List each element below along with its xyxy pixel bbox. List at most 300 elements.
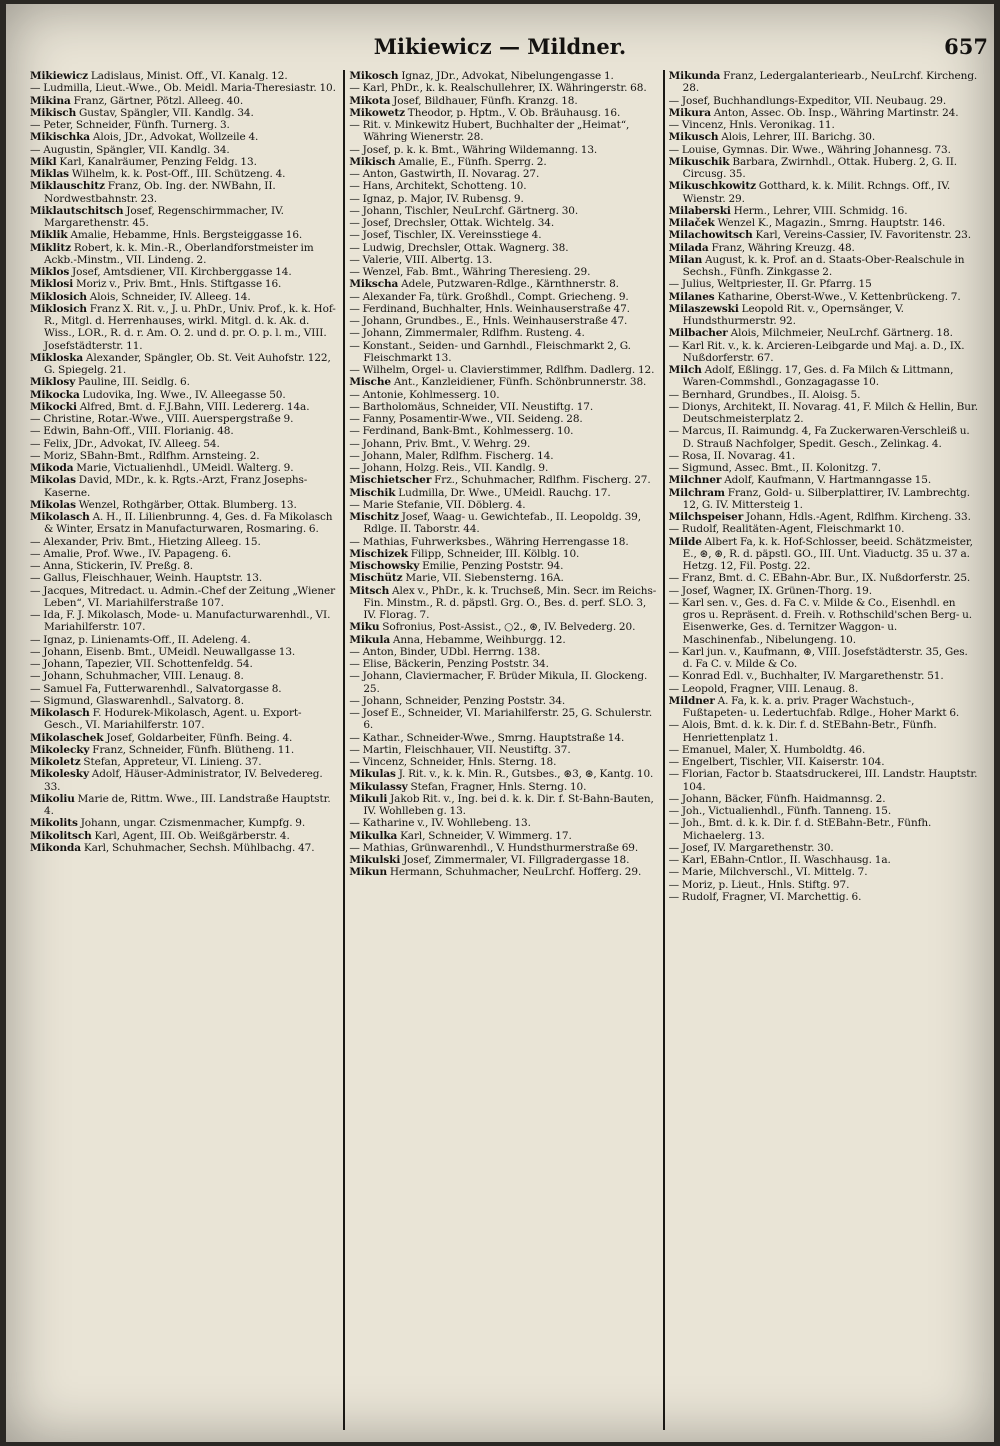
directory-entry xyxy=(669,756,978,768)
directory-entry xyxy=(349,229,658,241)
entry-surname: Mischietscher xyxy=(349,474,432,487)
directory-entry xyxy=(669,364,978,389)
entry-details: — Julius, Weltpriester, II. Gr. Pfarrg. 15 xyxy=(668,278,872,291)
directory-entry xyxy=(30,352,339,377)
entry-surname: Mischizek xyxy=(349,547,408,560)
entry-details: Josef, Bildhauer, Fünfh. Kranzg. 18. xyxy=(393,94,578,107)
entry-details: — Alexander Fa, türk. Großhdl., Compt. Griecheng. 9. xyxy=(349,290,629,303)
directory-entry xyxy=(349,180,658,192)
directory-entry xyxy=(349,205,658,217)
entry-details: Gotthard, k. k. Milit. Rchngs. Off., IV. Wienstr. 29. xyxy=(682,180,951,205)
directory-entry xyxy=(30,768,339,793)
entry-details: Alois, Milchmeier, NeuLrchf. Gärtnerg. 18. xyxy=(730,327,953,340)
entry-details: — Antonie, Kohlmesserg. 10. xyxy=(349,388,500,401)
directory-entry xyxy=(669,131,978,143)
entry-surname: Milaček xyxy=(668,217,715,229)
directory-entry xyxy=(669,719,978,744)
directory-entry xyxy=(669,229,978,241)
entry-surname: Miklosi xyxy=(30,278,74,291)
entry-details: — Josef, Buchhandlungs-Expeditor, VII. Neubaug. 29. xyxy=(668,94,947,107)
directory-entry xyxy=(349,327,658,339)
entry-surname: Mikoletz xyxy=(30,756,81,768)
directory-entry xyxy=(349,217,658,229)
entry-details: — Anton, Binder, UDbl. Herrng. 138. xyxy=(349,645,541,658)
directory-entry xyxy=(669,180,978,205)
entry-details: — Marie, Milchverschl., VI. Mittelg. 7. xyxy=(668,866,868,879)
entry-details: — Johann, Tischler, NeuLrchf. Gärtnerg. 30. xyxy=(349,204,579,217)
directory-entry xyxy=(349,144,658,156)
entry-surname: Mikulassy xyxy=(349,780,408,793)
directory-entry xyxy=(30,817,339,829)
entry-details: — Mathias, Fuhrwerksbes., Währing Herrengasse 18. xyxy=(349,535,629,548)
entry-details: — Hans, Architekt, Schotteng. 10. xyxy=(349,180,527,193)
entry-details: — Josef, Drechsler, Ottak. Wichtelg. 34. xyxy=(349,217,555,229)
directory-entry xyxy=(669,327,978,339)
directory-entry xyxy=(669,450,978,462)
directory-entry xyxy=(349,107,658,119)
entry-details: — Alexander, Priv. Bmt., Hietzing Alleeg. 15. xyxy=(30,535,261,548)
entry-details: — Karl Rit. v., k. k. Arcieren-Leibgarde und Maj. a. D., IX. Nußdorferstr. 67. xyxy=(668,339,965,364)
directory-entry xyxy=(30,658,339,670)
entry-details: Ignaz, JDr., Advokat, Nibelungengasse 1. xyxy=(401,70,614,82)
directory-entry xyxy=(349,854,658,866)
entry-surname: Mischik xyxy=(349,486,396,499)
directory-entry xyxy=(349,536,658,548)
entry-details: — Gallus, Fleischhauer, Weinh. Hauptstr. 13. xyxy=(30,572,263,585)
directory-entry xyxy=(669,119,978,131)
entry-details: — Johann, Eisenb. Bmt., UMeidl. Neuwallgasse 13. xyxy=(30,645,296,658)
entry-surname: Miklitz xyxy=(30,241,71,254)
entry-details: Theodor, p. Hptm., V. Ob. Bräuhausg. 16. xyxy=(407,106,621,119)
entry-details: — Johann, Priv. Bmt., V. Wehrg. 29. xyxy=(349,437,531,450)
entry-details: — Felix, JDr., Advokat, IV. Alleeg. 54. xyxy=(30,437,220,450)
entry-details: — Ignaz, p. Major, IV. Rubensg. 9. xyxy=(349,192,524,205)
directory-entry xyxy=(349,866,658,878)
directory-entry xyxy=(669,536,978,573)
entry-details: Ludmilla, Dr. Wwe., UMeidl. Rauchg. 17. xyxy=(398,486,611,499)
entry-details: Adele, Putzwaren-Rdlge., Kärnthnerstr. 8. xyxy=(401,278,619,291)
column-middle xyxy=(343,70,662,1430)
directory-entry xyxy=(349,340,658,365)
directory-entry xyxy=(30,205,339,230)
directory-entry xyxy=(349,401,658,413)
directory-entry xyxy=(349,242,658,254)
directory-entry xyxy=(669,817,978,842)
directory-entry xyxy=(30,609,339,634)
entry-surname: Mikosch xyxy=(349,70,399,82)
entry-details: Anton, Assec. Ob. Insp., Währing Martinstr. 24. xyxy=(713,106,959,119)
directory-entry xyxy=(669,291,978,303)
directory-entry xyxy=(30,70,339,82)
entry-details: — Augustin, Spängler, VII. Kandlg. 34. xyxy=(30,143,230,156)
directory-entry xyxy=(30,438,339,450)
entry-surname: Mikolesky xyxy=(30,768,89,781)
entry-details: Alfred, Bmt. d. F.J.Bahn, VIII. Ledererg. 14a. xyxy=(79,400,310,413)
entry-surname: Milde xyxy=(668,535,702,548)
entry-details: Karl, Schneider, V. Wimmerg. 17. xyxy=(400,829,572,842)
directory-entry xyxy=(30,376,339,388)
entry-surname: Miklosich xyxy=(30,302,87,315)
directory-entry xyxy=(30,756,339,768)
entry-details: Barbara, Zwirnhdl., Ottak. Huberg. 2, G. II. Circusg. 35. xyxy=(682,155,958,180)
directory-entry xyxy=(669,156,978,181)
entry-surname: Mikiewicz xyxy=(30,70,89,82)
entry-surname: Milachowitsch xyxy=(668,229,753,242)
directory-entry xyxy=(30,107,339,119)
entry-surname: Mikunda xyxy=(668,70,721,82)
directory-entry xyxy=(669,793,978,805)
directory-entry xyxy=(669,254,978,279)
directory-entry xyxy=(349,168,658,180)
entry-details: — Franz, Bmt. d. C. EBahn-Abr. Bur., IX. Nußdorferstr. 25. xyxy=(668,572,971,585)
entry-details: — Edwin, Bahn-Off., VIII. Florianig. 48. xyxy=(30,425,234,438)
entry-details: — Vincenz, Hnls. Veronikag. 11. xyxy=(668,119,835,131)
directory-entry xyxy=(349,193,658,205)
entry-details: Albert Fa, k. k. Hof-Schlosser, beeid. Schätzmeister, E., ⊛, ⊛, R. d. päpstl. GO., III. Unt. Viaductg. 35 u. 37 a. Hetzg. 12, Fil. Postg. 22. xyxy=(682,535,973,572)
entry-details: Ant., Kanzleidiener, Fünfh. Schönbrunnerstr. 38. xyxy=(393,376,647,389)
column-left xyxy=(26,70,343,1430)
directory-entry xyxy=(30,450,339,462)
entry-surname: Miklos xyxy=(30,266,70,278)
directory-entry xyxy=(669,646,978,671)
entry-details: — Karl sen. v., Ges. d. Fa C. v. Milde & Co., Eisenhdl. en gros u. Repräsent. d. Freih. v. Rothschild'schen Berg- u. Eisenwerke, Ges. d. Ternitzer Waggon- u. Maschinenfab., Nibelungeng. 10. xyxy=(668,596,973,646)
directory-entry xyxy=(349,156,658,168)
entry-details: — Peter, Schneider, Fünfh. Turnerg. 3. xyxy=(30,119,230,131)
directory-entry xyxy=(349,278,658,290)
directory-entry xyxy=(30,842,339,854)
entry-details: — Johann, Holzg. Reis., VII. Kandlg. 9. xyxy=(349,462,549,474)
directory-entry xyxy=(30,229,339,241)
directory-entry xyxy=(669,891,978,903)
entry-details: — Katharine v., IV. Wohllebeng. 13. xyxy=(349,817,531,830)
directory-entry xyxy=(349,487,658,499)
entry-surname: Miklosy xyxy=(30,376,76,389)
entry-details: Filipp, Schneider, III. Kölblg. 10. xyxy=(410,547,580,560)
entry-details: — Ida, F. J. Mikolasch, Mode- u. Manufacturwarenhdl., VI. Mariahilferstr. 107. xyxy=(30,609,331,634)
entry-surname: Mikota xyxy=(349,94,391,107)
entry-details: Marie, VII. Siebensterng. 16A. xyxy=(405,572,564,585)
directory-entry xyxy=(669,205,978,217)
entry-details: — Joh., Victualienhdl., Fünfh. Tanneng. 15. xyxy=(668,805,892,817)
entry-surname: Mikowetz xyxy=(349,106,405,119)
directory-entry xyxy=(349,744,658,756)
entry-details: Johann, Hdls.-Agent, Rdlfhm. Kircheng. 33. xyxy=(745,511,971,523)
entry-surname: Mikuli xyxy=(349,792,388,805)
entry-details: — Karl, EBahn-Cntlor., II. Waschhausg. 1a. xyxy=(668,854,891,866)
directory-entry xyxy=(30,511,339,536)
directory-entry xyxy=(669,95,978,107)
entry-details: — Josef, p. k. k. Bmt., Währing Wildemanng. 13. xyxy=(349,143,598,156)
entry-details: Moriz v., Priv. Bmt., Hnls. Stiftgasse 16. xyxy=(75,278,282,291)
entry-details: — Josef, IV. Margarethenstr. 30. xyxy=(668,841,834,854)
directory-entry xyxy=(349,707,658,732)
directory-entry xyxy=(669,768,978,793)
entry-details: — Elise, Bäckerin, Penzing Poststr. 34. xyxy=(349,658,549,670)
entry-details: — Engelbert, Tischler, VII. Kaiserstr. 104. xyxy=(668,756,885,768)
entry-surname: Mikisch xyxy=(30,106,77,119)
entry-surname: Mikulski xyxy=(349,854,401,866)
directory-entry xyxy=(30,499,339,511)
directory-entry xyxy=(30,156,339,168)
entry-details: — Mathias, Grünwarenhdl., V. Hundsthurmerstraße 69. xyxy=(349,841,639,854)
entry-surname: Mikloska xyxy=(30,351,84,364)
directory-entry xyxy=(669,842,978,854)
directory-entry xyxy=(30,646,339,658)
entry-details: — Karl jun. v., Kaufmann, ⊛, VIII. Josefstädterstr. 35, Ges. d. Fa C. v. Milde & Co. xyxy=(668,645,968,670)
entry-details: Wilhelm, k. k. Post-Off., III. Schützeng. 4. xyxy=(71,168,286,180)
directory-entry xyxy=(669,401,978,426)
entry-surname: Mikl xyxy=(30,155,57,168)
entry-surname: Mikocka xyxy=(30,388,80,401)
directory-entry xyxy=(349,376,658,388)
entry-details: — Valerie, VIII. Albertg. 13. xyxy=(349,253,493,266)
directory-entry xyxy=(30,303,339,352)
directory-entry xyxy=(349,474,658,486)
directory-entry xyxy=(30,413,339,425)
directory-entry xyxy=(30,536,339,548)
directory-entry xyxy=(30,548,339,560)
directory-entry xyxy=(30,634,339,646)
entry-details: — Rit. v. Minkewitz Hubert, Buchhalter der „Heimat“, Währing Wienerstr. 28. xyxy=(349,119,630,144)
entry-details: — Wilhelm, Orgel- u. Clavierstimmer, Rdlfhm. Dadlerg. 12. xyxy=(349,364,655,376)
entry-surname: Miklas xyxy=(30,168,69,180)
entry-details: F. Hodurek-Mikolasch, Agent. u. Export-Gesch., VI. Mariahilferstr. 107. xyxy=(44,707,302,732)
directory-entry xyxy=(349,450,658,462)
entry-details: — Josef, Tischler, IX. Vereinsstiege 4. xyxy=(349,229,542,242)
entry-details: — Jacques, Mitredact. u. Admin.-Chef der Zeitung „Wiener Leben“, VI. Mariahilferstraße 107. xyxy=(30,584,336,609)
entry-details: — Johann, Schuhmacher, VIII. Lenaug. 8. xyxy=(30,670,244,683)
entry-details: — Konstant., Seiden- und Garnhdl., Fleischmarkt 2, G. Fleischmarkt 13. xyxy=(349,339,631,364)
directory-entry xyxy=(349,842,658,854)
directory-entry xyxy=(349,634,658,646)
entry-surname: Mikisch xyxy=(349,155,396,168)
entry-surname: Milan xyxy=(668,253,703,266)
page-header xyxy=(6,34,994,64)
directory-entry xyxy=(349,119,658,144)
entry-details: Pauline, III. Seidlg. 6. xyxy=(78,376,190,389)
entry-details: Adolf, Kaufmann, V. Hartmanngasse 15. xyxy=(724,474,932,487)
directory-entry xyxy=(349,95,658,107)
entry-details: Franz, Ledergalanteriearb., NeuLrchf. Kircheng. 28. xyxy=(682,70,978,95)
directory-entry xyxy=(669,866,978,878)
directory-entry xyxy=(30,278,339,290)
directory-entry xyxy=(349,621,658,633)
entry-details: — Ludwig, Drechsler, Ottak. Wagnerg. 38. xyxy=(349,241,569,254)
entry-details: Emilie, Penzing Poststr. 94. xyxy=(422,560,564,572)
entry-details: — Marcus, II. Raimundg. 4, Fa Zuckerwaren-Verschleiß u. D. Strauß Nachfolger, Spedit. Gesch., Zelinkag. 4. xyxy=(668,425,970,450)
entry-surname: Milchram xyxy=(668,486,725,499)
entry-surname: Miklosich xyxy=(30,290,87,303)
entry-details: Karl, Schuhmacher, Sechsh. Mühlbachg. 47. xyxy=(83,841,315,854)
entry-surname: Mikolecky xyxy=(30,743,90,756)
directory-entry xyxy=(349,793,658,818)
entry-details: — Johann, Maler, Rdlfhm. Fischerg. 14. xyxy=(349,449,554,462)
entry-surname: Mikolas xyxy=(30,498,76,511)
directory-entry xyxy=(30,707,339,732)
directory-entry xyxy=(669,462,978,474)
directory-entry xyxy=(349,303,658,315)
entry-details: — Florian, Factor b. Staatsdruckerei, III. Landstr. Hauptstr. 104. xyxy=(668,768,978,793)
directory-entry xyxy=(349,511,658,536)
entry-details: — Johann, Zimmermaler, Rdlfhm. Rusteng. 4. xyxy=(349,327,585,340)
entry-details: Frz., Schuhmacher, Rdlfhm. Fischerg. 27. xyxy=(434,474,651,487)
entry-details: Sofronius, Post-Assist., ○2., ⊛, IV. Belvederg. 20. xyxy=(382,621,636,634)
directory-entry xyxy=(349,768,658,780)
directory-entry xyxy=(669,474,978,486)
directory-entry xyxy=(349,756,658,768)
entry-surname: Mikolas xyxy=(30,474,76,487)
entry-surname: Mikulka xyxy=(349,829,398,842)
directory-entry xyxy=(30,266,339,278)
entry-details: Hermann, Schuhmacher, NeuLrchf. Hofferg. 29. xyxy=(389,866,642,879)
entry-surname: Mikolasch xyxy=(30,511,90,523)
directory-entry xyxy=(30,572,339,584)
directory-entry xyxy=(669,511,978,523)
entry-details: Robert, k. k. Min.-R., Oberlandforstmeister im Ackb.-Minstm., VII. Lindeng. 2. xyxy=(44,241,314,266)
directory-entry xyxy=(349,254,658,266)
entry-details: Anna, Hebamme, Weihburgg. 12. xyxy=(392,633,566,646)
entry-details: Franz, Gold- u. Silberplattirer, IV. Lambrechtg. 12, G. IV. Mittersteig 1. xyxy=(682,486,971,511)
directory-entry xyxy=(30,744,339,756)
entry-details: — Rudolf, Fragner, VI. Marchettig. 6. xyxy=(668,890,862,903)
entry-details: — Moriz, SBahn-Bmt., Rdlfhm. Arnsteing. 2. xyxy=(30,449,260,462)
entry-details: — Wenzel, Fab. Bmt., Währing Theresieng. 29. xyxy=(349,266,591,278)
entry-details: Leopold Rit. v., Opernsänger, V. Hundsthurmerstr. 92. xyxy=(682,302,904,327)
entry-details: Herm., Lehrer, VIII. Schmidg. 16. xyxy=(733,204,908,217)
entry-surname: Miklik xyxy=(30,229,68,242)
directory-entry xyxy=(669,303,978,328)
directory-entry xyxy=(349,438,658,450)
directory-entry xyxy=(30,683,339,695)
directory-entry xyxy=(349,499,658,511)
entry-surname: Mikura xyxy=(668,106,711,119)
directory-entry xyxy=(349,572,658,584)
directory-entry xyxy=(669,70,978,95)
entry-details: Wenzel K., Magazin., Smrng. Hauptstr. 146. xyxy=(717,217,946,229)
directory-entry xyxy=(30,401,339,413)
entry-details: — Leopold, Fragner, VIII. Lenaug. 8. xyxy=(668,682,859,695)
directory-entry xyxy=(349,670,658,695)
entry-details: — Kathar., Schneider-Wwe., Smrng. Hauptstraße 14. xyxy=(349,731,625,744)
entry-details: Josef, Goldarbeiter, Fünfh. Being. 4. xyxy=(106,731,293,744)
entry-details: Josef, Regenschirmmacher, IV. Margarethenstr. 45. xyxy=(44,204,284,229)
entry-surname: Milanes xyxy=(668,290,715,303)
directory-entry xyxy=(669,242,978,254)
directory-entry xyxy=(669,805,978,817)
directory-entry xyxy=(349,425,658,437)
entry-surname: Mischütz xyxy=(349,572,403,585)
entry-details: — Moriz, p. Lieut., Hnls. Stiftg. 97. xyxy=(668,878,850,891)
entry-details: — Dionys, Architekt, II. Novarag. 41, F. Milch & Hellin, Bur. Deutschmeisterplatz 2. xyxy=(668,400,978,425)
entry-details: — Christine, Rotar.-Wwe., VIII. Auerspergstraße 9. xyxy=(30,413,294,425)
directory-entry xyxy=(30,131,339,143)
entry-surname: Milaszewski xyxy=(668,302,739,315)
entry-surname: Milch xyxy=(668,364,702,376)
directory-entry xyxy=(669,523,978,535)
directory-entry xyxy=(349,70,658,82)
entry-details: Marie de, Rittm. Wwe., III. Landstraße Hauptstr. 4. xyxy=(44,792,331,817)
entry-details: — Ferdinand, Buchhalter, Hnls. Weinhauserstraße 47. xyxy=(349,302,630,315)
entry-details: — Martin, Fleischhauer, VII. Neustiftg. 37. xyxy=(349,743,571,756)
directory-entry xyxy=(669,144,978,156)
entry-surname: Milchner xyxy=(668,474,722,487)
entry-surname: Mikina xyxy=(30,94,71,107)
directory-entry xyxy=(349,315,658,327)
entry-details: Marie, Victualienhdl., UMeidl. Walterg. 9. xyxy=(76,462,294,474)
directory-entry xyxy=(30,389,339,401)
entry-details: — Sigmund, Glaswarenhdl., Salvatorg. 8. xyxy=(30,694,244,707)
directory-entry xyxy=(349,548,658,560)
entry-details: Gustav, Spängler, VII. Kandlg. 34. xyxy=(78,106,254,119)
entry-details: Franz, Währing Kreuzg. 48. xyxy=(711,241,855,254)
directory-entry xyxy=(669,597,978,646)
entry-details: Karl, Vereins-Cassier, IV. Favoritenstr. 23. xyxy=(755,229,971,242)
directory-entry xyxy=(349,585,658,622)
entry-details: Stefan, Appreteur, VI. Linieng. 37. xyxy=(83,756,262,768)
entry-surname: Mitsch xyxy=(349,584,390,597)
entry-details: A. Fa, k. k. a. priv. Prager Wachstuch-, Fußtapeten- u. Ledertuchfab. Rdlge., Hoher Markt 6. xyxy=(682,694,960,719)
entry-surname: Mikolitsch xyxy=(30,829,92,842)
entry-details: — Ludmilla, Lieut.-Wwe., Ob. Meidl. Maria-Theresiastr. 10. xyxy=(30,82,336,95)
entry-details: Josef, Waag- u. Gewichtefab., II. Leopoldg. 39, Rdlge. II. Taborstr. 44. xyxy=(363,511,642,536)
entry-surname: Mikusch xyxy=(668,131,719,144)
entry-details: Jakob Rit. v., Ing. bei d. k. k. Dir. f. St-Bahn-Bauten, IV. Wohlleben g. 13. xyxy=(363,792,654,817)
entry-surname: Mischitz xyxy=(349,511,399,523)
entry-details: — Marie Stefanie, VII. Döblerg. 4. xyxy=(349,498,526,511)
entry-details: — Ferdinand, Bank-Bmt., Kohlmesserg. 10. xyxy=(349,425,574,438)
entry-surname: Mikulas xyxy=(349,768,396,781)
directory-entry xyxy=(349,830,658,842)
entry-details: Amalie, Hebamme, Hnls. Bergsteiggasse 16. xyxy=(70,229,303,242)
entry-details: Katharine, Oberst-Wwe., V. Kettenbrückeng. 7. xyxy=(717,290,961,303)
columns xyxy=(26,70,982,1430)
directory-entry xyxy=(349,389,658,401)
directory-entry xyxy=(30,144,339,156)
directory-entry xyxy=(349,82,658,94)
entry-details: — Anton, Gastwirth, II. Novarag. 27. xyxy=(349,168,540,180)
directory-entry xyxy=(30,670,339,682)
entry-details: David, MDr., k. k. Rgts.-Arzt, Franz Josephs-Kaserne. xyxy=(44,474,308,499)
entry-details: Franz, Gärtner, Pötzl. Alleeg. 40. xyxy=(73,94,244,107)
entry-details: — Johann, Grundbes., E., Hnls. Weinhauserstraße 47. xyxy=(349,315,628,327)
entry-details: — Johann, Tapezier, VII. Schottenfeldg. 54. xyxy=(30,658,253,670)
directory-entry xyxy=(349,732,658,744)
entry-details: Alois, JDr., Advokat, Wollzeile 4. xyxy=(92,131,259,144)
entry-surname: Mikolaschek xyxy=(30,731,104,744)
entry-details: — Ignaz, p. Linienamts-Off., II. Adeleng. 4. xyxy=(30,633,251,646)
entry-details: Alois, Schneider, IV. Alleeg. 14. xyxy=(89,290,251,303)
entry-details: — Bernhard, Grundbes., II. Aloisg. 5. xyxy=(668,388,861,401)
entry-details: Adolf, Eßlingg. 17, Ges. d. Fa Milch & Littmann, Waren-Commshdl., Gonzagagasse 10. xyxy=(682,364,954,389)
entry-details: — Josef, Wagner, IX. Grünen-Thorg. 19. xyxy=(668,584,872,597)
directory-entry xyxy=(30,585,339,610)
entry-surname: Milaberski xyxy=(668,204,731,217)
entry-surname: Milada xyxy=(668,241,709,254)
directory-entry xyxy=(30,119,339,131)
directory-entry xyxy=(349,364,658,376)
directory-entry xyxy=(349,291,658,303)
entry-details: A. H., II. Lilienbrunng. 4, Ges. d. Fa Mikolasch & Winter, Ersatz in Manufacturwaren, Rosmaring. 6. xyxy=(44,511,333,536)
column-right xyxy=(663,70,982,1430)
entry-surname: Mikolasch xyxy=(30,707,90,719)
directory-entry xyxy=(669,217,978,229)
entry-surname: Mikuschik xyxy=(668,155,730,168)
entry-surname: Mikun xyxy=(349,866,387,879)
entry-surname: Milchspeiser xyxy=(668,511,744,523)
entry-details: Franz, Schneider, Fünfh. Blütheng. 11. xyxy=(92,743,295,756)
directory-entry xyxy=(349,560,658,572)
entry-surname: Miku xyxy=(349,621,380,634)
